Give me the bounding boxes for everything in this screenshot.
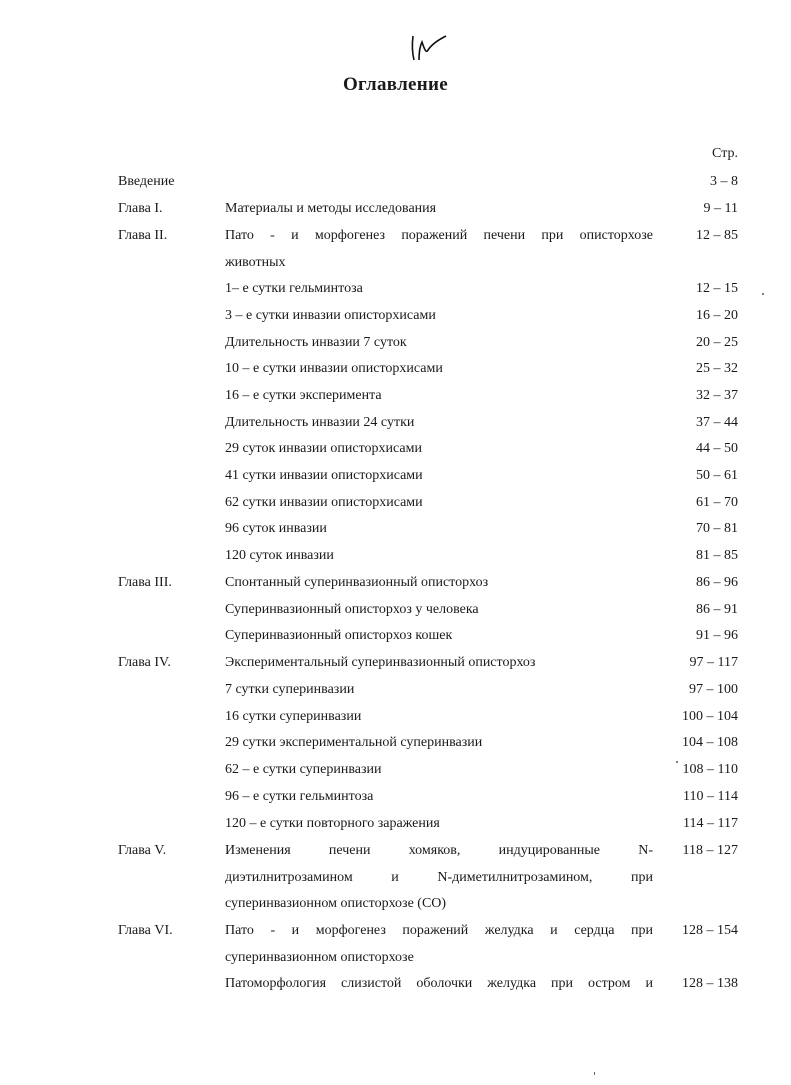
toc-page-range: 86 – 91 bbox=[696, 602, 738, 617]
toc-entry-title: 62 – е сутки суперинвазии bbox=[225, 762, 382, 777]
toc-page-range: 32 – 37 bbox=[696, 388, 738, 403]
toc-page-range: 50 – 61 bbox=[696, 468, 738, 483]
toc-page-range: 16 – 20 bbox=[696, 308, 738, 323]
toc-entry-title: Суперинвазионный описторхоз у человека bbox=[225, 602, 479, 617]
scan-speck bbox=[762, 293, 764, 295]
toc-entry-title-line: диэтилнитрозамином и N-диметилнитрозамином, при bbox=[225, 869, 653, 885]
toc-page-range: 20 – 25 bbox=[696, 335, 738, 350]
toc-entry-title-line: животных bbox=[225, 254, 286, 270]
toc-page-range: 25 – 32 bbox=[696, 361, 738, 376]
toc-chapter-label: Глава I. bbox=[118, 201, 163, 216]
toc-page-range: 110 – 114 bbox=[683, 789, 738, 804]
toc-chapter-label: Глава V. bbox=[118, 843, 167, 858]
toc-entry-title: Длительность инвазии 7 суток bbox=[225, 335, 407, 350]
toc-entry-title: 10 – е сутки инвазии описторхисами bbox=[225, 361, 443, 376]
toc-entry-title: 1– е сутки гельминтоза bbox=[225, 281, 363, 296]
toc-page-range: 44 – 50 bbox=[696, 441, 738, 456]
toc-entry-title bbox=[225, 223, 653, 276]
toc-page-range: 12 – 85 bbox=[696, 228, 738, 243]
toc-page-range: 61 – 70 bbox=[696, 495, 738, 510]
toc-page-range: 12 – 15 bbox=[696, 281, 738, 296]
toc-entry-title: 29 суток инвазии описторхисами bbox=[225, 441, 422, 456]
toc-entry-title: 3 – е сутки инвазии описторхисами bbox=[225, 308, 436, 323]
toc-page-range: 9 – 11 bbox=[703, 201, 738, 216]
toc-entry-title: 62 сутки инвазии описторхисами bbox=[225, 495, 423, 510]
toc-entry-title: 7 сутки суперинвазии bbox=[225, 682, 355, 697]
handwritten-initials-mark bbox=[408, 30, 450, 66]
scan-speck bbox=[676, 761, 678, 763]
toc-entry-title: Материалы и методы исследования bbox=[225, 201, 437, 216]
toc-page-range: 118 – 127 bbox=[682, 843, 738, 858]
toc-page-range: 108 – 110 bbox=[682, 762, 738, 777]
toc-entry-title: 120 суток инвазии bbox=[225, 548, 334, 563]
toc-entry-title-line: Пато - и морфогенез поражений печени при описторхозе bbox=[225, 228, 653, 243]
toc-chapter-label: Глава VI. bbox=[118, 923, 173, 938]
toc-entry-title-line: суперинвазионном описторхозе bbox=[225, 949, 414, 965]
toc-entry-title: Суперинвазионный описторхоз кошек bbox=[225, 628, 453, 643]
toc-page-range: 91 – 96 bbox=[696, 628, 738, 643]
toc-page-range: 100 – 104 bbox=[682, 709, 738, 724]
page-column-label: Стр. bbox=[712, 146, 738, 161]
scan-speck bbox=[594, 1072, 595, 1075]
toc-entry-title-line: Пато - и морфогенез поражений желудка и сердца при bbox=[225, 923, 653, 938]
toc-page-range: 97 – 117 bbox=[689, 655, 738, 670]
toc-chapter-label: Глава III. bbox=[118, 575, 172, 590]
toc-entry-title: 16 – е сутки эксперимента bbox=[225, 388, 382, 403]
toc-page-range: 128 – 154 bbox=[682, 923, 738, 938]
toc-entry-title bbox=[225, 838, 653, 918]
toc-page-range: 3 – 8 bbox=[710, 174, 738, 189]
document-title: Оглавление bbox=[342, 74, 449, 95]
toc-chapter-label: Глава II. bbox=[118, 228, 168, 243]
toc-page-range: 86 – 96 bbox=[696, 575, 738, 590]
toc-page-range: 128 – 138 bbox=[682, 976, 738, 991]
toc-entry-title: 41 сутки инвазии описторхисами bbox=[225, 468, 423, 483]
toc-entry-title: 16 сутки суперинвазии bbox=[225, 709, 362, 724]
toc-entry-title: 96 – е сутки гельминтоза bbox=[225, 789, 374, 804]
toc-entry-title: Спонтанный суперинвазионный описторхоз bbox=[225, 575, 489, 590]
toc-entry-title: 29 сутки экспериментальной суперинвазии bbox=[225, 735, 483, 750]
toc-page-range: 104 – 108 bbox=[682, 735, 738, 750]
toc-page-range: 70 – 81 bbox=[696, 521, 738, 536]
toc-entry-title-line: Изменения печени хомяков, индуцированные N- bbox=[225, 843, 653, 858]
toc-page-range: 97 – 100 bbox=[689, 682, 738, 697]
toc-page-range: 114 – 117 bbox=[683, 816, 738, 831]
toc-entry-title: Патоморфология слизистой оболочки желудка при остром и bbox=[225, 976, 653, 991]
toc-entry-title: Длительность инвазии 24 сутки bbox=[225, 415, 415, 430]
toc-entry-title: Экспериментальный суперинвазионный описторхоз bbox=[225, 655, 536, 670]
toc-entry-title: 120 – е сутки повторного заражения bbox=[225, 816, 440, 831]
toc-page-range: 81 – 85 bbox=[696, 548, 738, 563]
toc-entry-title bbox=[225, 918, 653, 971]
toc-chapter-label: Глава IV. bbox=[118, 655, 171, 670]
toc-chapter-label: Введение bbox=[118, 174, 175, 189]
toc-entry-title: 96 суток инвазии bbox=[225, 521, 327, 536]
toc-page-range: 37 – 44 bbox=[696, 415, 738, 430]
toc-entry-title-line: суперинвазионном описторхозе (СО) bbox=[225, 896, 447, 912]
